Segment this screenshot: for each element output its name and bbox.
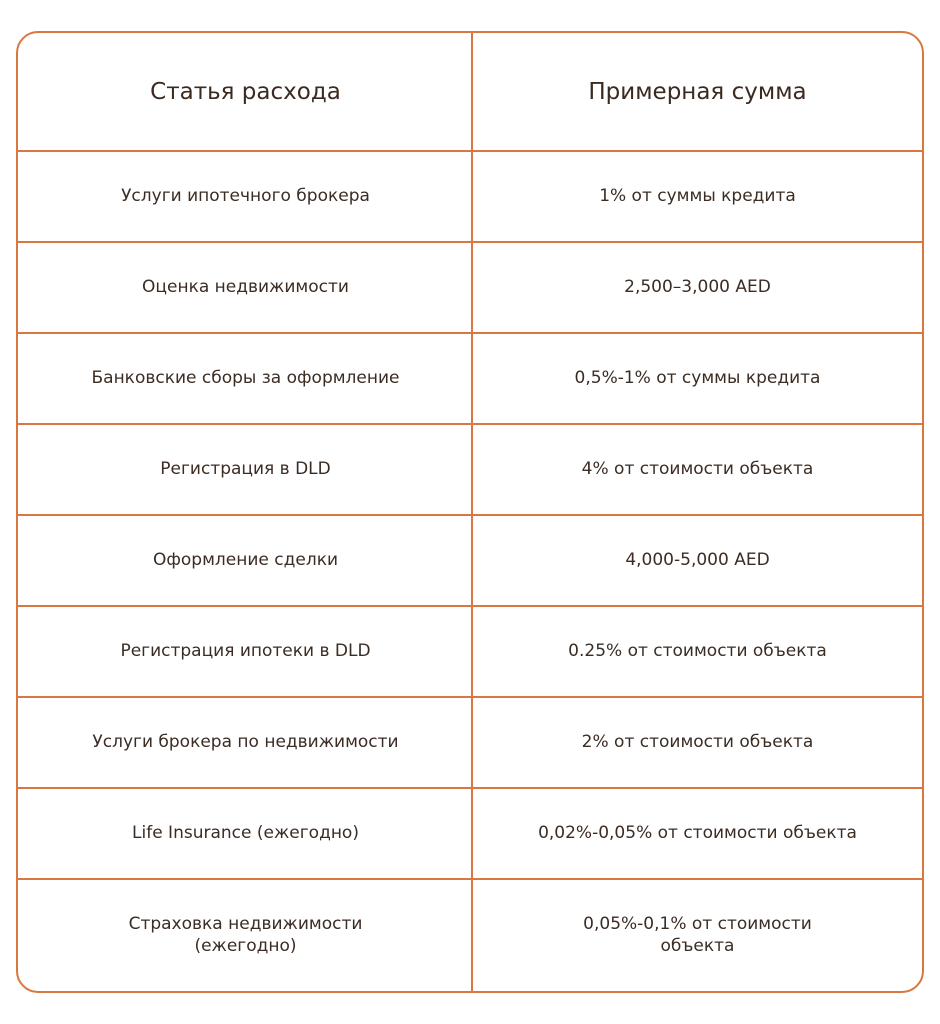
table-row	[18, 423, 922, 514]
cell-amount: 0.25% от стоимости объекта	[568, 640, 827, 661]
cell-expense: Оценка недвижимости	[142, 276, 349, 297]
header-expense-item: Статья расхода	[150, 78, 341, 105]
header-approx-amount: Примерная сумма	[588, 78, 807, 105]
cell-expense: Страховка недвижимости (ежегодно)	[128, 914, 363, 956]
cell-amount: 0,05%-0,1% от стоимости объекта	[583, 914, 812, 956]
cell-amount: 4,000-5,000 AED	[625, 549, 770, 570]
cell-amount: 1% от суммы кредита	[599, 185, 796, 206]
cell-expense: Банковские сборы за оформление	[91, 367, 400, 388]
cell-amount: 0,5%-1% от суммы кредита	[574, 367, 821, 388]
cell-amount: 4% от стоимости объекта	[581, 458, 814, 479]
table-row	[18, 514, 922, 605]
cell-amount: 2,500–3,000 AED	[624, 276, 771, 297]
table-header-row	[18, 33, 922, 151]
expense-table	[16, 31, 924, 993]
table-row	[18, 241, 922, 332]
cell-expense: Услуги брокера по недвижимости	[92, 731, 399, 752]
cell-expense: Life Insurance (ежегодно)	[132, 822, 359, 843]
table-row	[18, 696, 922, 787]
cell-expense: Оформление сделки	[152, 549, 339, 570]
table-row	[18, 878, 922, 991]
cell-expense: Регистрация ипотеки в DLD	[120, 640, 371, 661]
cell-expense: Регистрация в DLD	[160, 458, 331, 479]
table-row	[18, 605, 922, 696]
table-row	[18, 332, 922, 423]
table-row	[18, 150, 922, 241]
table-row	[18, 787, 922, 878]
cell-amount: 0,02%-0,05% от стоимости объекта	[538, 822, 857, 843]
cell-expense: Услуги ипотечного брокера	[121, 185, 370, 206]
cell-amount: 2% от стоимости объекта	[581, 731, 814, 752]
